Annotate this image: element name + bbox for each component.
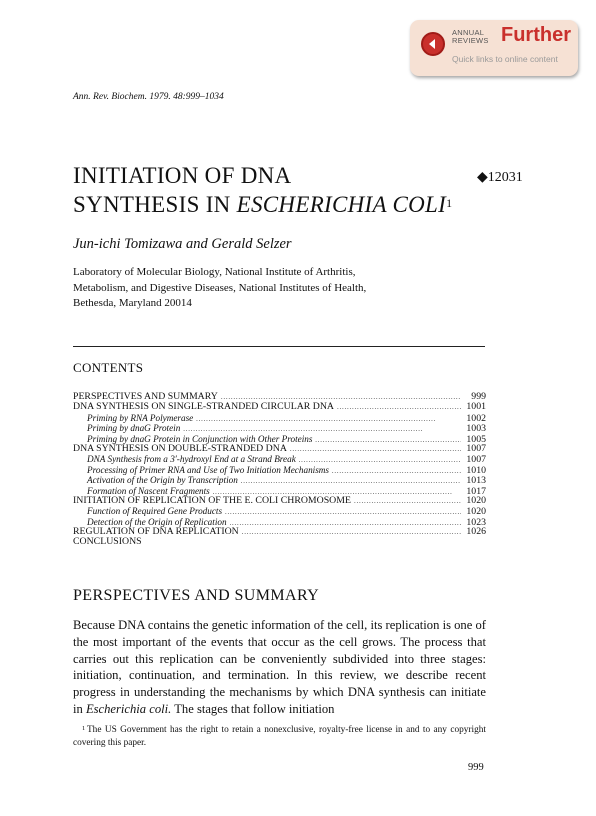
toc-entry-page: 1023 [466,516,486,528]
body-paragraph: Because DNA contains the genetic information of the cell, its replication is one of the most important of the events that occur as the cell grows. The process that carries out this replication can be conveniently subdivided into three stages: initiation, continuation, and termination. In this review, we describe recent progress in understanding the mechanisms by which DNA synthesis can initiate in Escherichia coli. The stages that follow initiation [73,618,486,716]
footnote [73,724,486,750]
toc-entry-title: INITIATION OF REPLICATION OF THE E. COLI CHROMOSOME [73,494,351,506]
toc-entry-page: 1010 [466,464,486,476]
toc-entry-title: Detection of the Origin of Replication [87,516,227,527]
toc-entry-title: Priming by dnaG Protein in Conjunction with Other Proteins [87,433,313,444]
back-arrow-icon [421,32,445,56]
toc-entry[interactable] [73,465,486,475]
page-number: 999 [468,762,484,773]
table-of-contents [73,392,486,548]
toc-entry-title: REGULATION OF DNA REPLICATION [73,526,239,538]
toc-entry-title: Formation of Nascent Fragments [87,485,210,496]
article-title [73,161,452,219]
toc-entry-page: 1020 [466,494,486,506]
toc-entry-title: Priming by RNA Polymerase [87,412,194,423]
toc-entry-page: 1003 [466,423,486,435]
publisher-logo-text: ANNUAL REVIEWS [452,28,489,45]
section-heading: PERSPECTIVES AND SUMMARY [73,587,320,604]
affiliation-line: Laboratory of Molecular Biology, National Institute of Arthritis, [73,266,356,278]
toc-entry[interactable] [73,423,486,433]
footnote-mark: 1 [82,725,86,732]
toc-entry[interactable] [73,496,486,506]
toc-entry-title: CONCLUSIONS [73,536,142,548]
toc-entry[interactable] [73,506,486,516]
authors: Jun-ichi Tomizawa and Gerald Selzer [73,236,292,252]
article-id: ◆12031 [477,170,523,185]
toc-entry[interactable] [73,402,486,412]
further-word: Further [501,24,571,46]
title-footnote-mark: 1 [446,196,453,210]
toc-entry-page: 999 [471,391,486,402]
toc-entry-page: 1026 [466,526,486,538]
toc-entry-title: Priming by dnaG Protein [87,423,181,434]
toc-leader-dots [242,527,461,537]
affiliation-line: Metabolism, and Digestive Diseases, National Institutes of Health, [73,281,367,294]
toc-entry-title: Activation of the Origin by Transcription [87,475,238,486]
toc-entry-page: 1002 [466,412,486,424]
toc-entry-title: Function of Required Gene Products [87,506,223,517]
affiliation-line: Bethesda, Maryland 20014 [73,297,192,309]
toc-entry-title: DNA Synthesis from a 3′-hydroxyl End at a Strand Break [87,454,296,465]
footnote-text: The US Government has the right to retain a nonexclusive, royalty-free license in and to any copyright covering this paper. [73,725,486,748]
toc-entry-page: 1007 [466,454,486,466]
toc-entry[interactable] [73,454,486,464]
toc-entry-title: DNA SYNTHESIS ON SINGLE-STRANDED CIRCULAR DNA [73,401,334,413]
toc-entry-page: 1001 [466,401,486,413]
title-line-2: SYNTHESIS IN ESCHERICHIA COLI$^1$ [73,192,453,217]
toc-entry[interactable] [73,413,486,423]
toc-entry-page: 1017 [466,485,486,497]
further-links-badge[interactable] [410,20,578,76]
further-subtitle: Quick links to online content [452,54,558,64]
toc-entry-page: 1020 [466,506,486,518]
toc-entry[interactable] [73,444,486,454]
toc-entry-title: Processing of Primer RNA and Use of Two Initiation Mechanisms [87,464,330,475]
toc-leader-dots [354,496,461,506]
journal-citation: Ann. Rev. Biochem. 1979. 48:999–1034 [73,92,224,102]
toc-entry[interactable] [73,537,486,547]
toc-entry-title: DNA SYNTHESIS ON DOUBLE-STRANDED DNA [73,442,287,454]
divider [73,346,485,347]
title-line-1: INITIATION OF DNA [73,163,292,188]
toc-entry-page: 1005 [466,433,486,445]
toc-entry-page: 1013 [466,475,486,487]
toc-leader-dots [337,402,461,412]
toc-entry-title: PERSPECTIVES AND SUMMARY [73,391,218,402]
contents-heading: CONTENTS [73,360,144,375]
toc-entry-page: 1007 [466,442,486,454]
toc-leader-dots [290,444,461,454]
toc-entry[interactable] [73,475,486,485]
affiliation [73,265,366,312]
